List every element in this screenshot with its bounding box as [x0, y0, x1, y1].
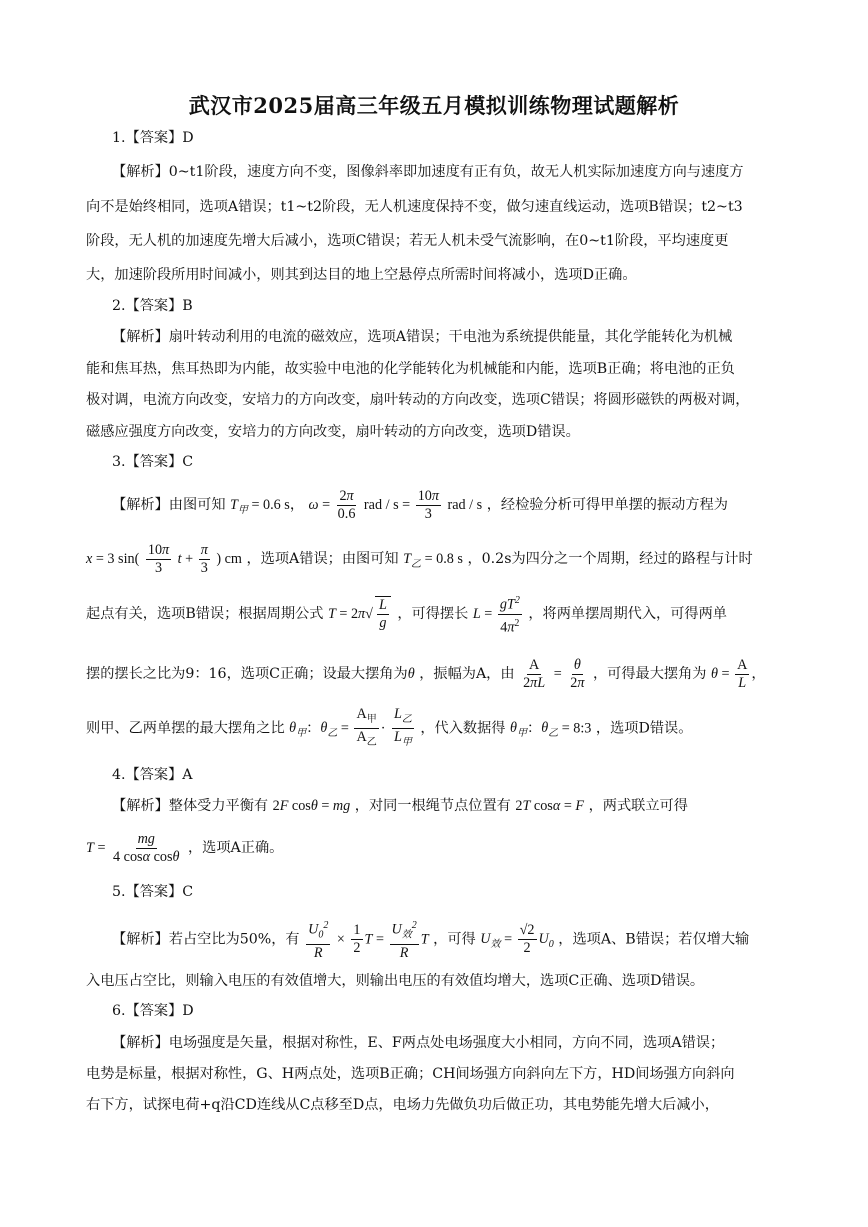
q3-line-5-text-c: ，选项D错误。: [595, 720, 693, 737]
q2-line-3: 极对调，电流方向改变，安培力的方向改变，扇叶转动的方向改变，选项C错误；将圆形磁铁的两极对调，: [86, 392, 750, 408]
q4-line-2: T = $\frac{mg}{\text{4 cosα cosθ}}$ ，选项A正确。: [86, 830, 284, 865]
q4-line-1: 【解析】整体受力平衡有 2F cosθ = mg ，对同一根绳节点位置有 2T cosα = F ，两式联立可得: [112, 798, 688, 814]
q1-line-1: 【解析】0~t1阶段，速度方向不变，图像斜率即加速度有正有负，故无人机实际加速度方向与速度方: [112, 164, 744, 180]
q4-line-1-text-b: ，对同一根绳节点位置有: [354, 798, 511, 814]
formula-omega-frac-2: $\frac{10\pi}{3}$: [417, 487, 439, 522]
q6-line-1: 【解析】电场强度是矢量，根据对称性，E、F两点处电场强度大小相同，方向不同，选项A错误；: [112, 1035, 725, 1051]
q2-line-1: 【解析】扇叶转动利用的电流的磁效应，选项A错误；干电池为系统提供能量，其化学能转化为机械: [112, 329, 733, 345]
q2-answer: 2.【答案】B: [112, 298, 193, 314]
q3-line-1-text-b: ，经检验分析可得甲单摆的振动方程为: [486, 497, 728, 513]
q3-line-2: x = 3 sin( $\frac{10\pi}{3}$ t + $\frac{\pi}{3}$ ) cm ，选项A错误；由图可知 $T_乙 = 0.8$ s ，0.2s为四分之一个周期，经过的路程与计时: [86, 541, 753, 576]
q1-line-2: 向不是始终相同，选项A错误；t1~t2阶段，无人机速度保持不变，做匀速直线运动，选项B错误；t2~t3: [86, 199, 743, 215]
q5-line-1-text-a: 【解析】若占空比为50%，有: [112, 931, 300, 948]
q3-line-3: 起点有关，选项B错误；根据周期公式 T = 2π√ $\frac{L}{g}$ ，可得摆长 L = $\frac{gT^2}{4\pi^2}$ ，将两单摆周期代入，可得两单: [86, 592, 727, 636]
formula-angle-ratio: $\frac{A}{2\pi L}$: [523, 656, 546, 691]
q3-line-3-text-a: 起点有关，选项B错误；根据周期公式: [86, 606, 324, 623]
q3-line-2-text-b: ，选项A错误；由图可知: [246, 551, 399, 567]
q3-line-1-text-a: 【解析】由图可知: [112, 497, 226, 513]
page-title: 武汉市2025届高三年级五月模拟训练物理试题解析: [188, 93, 680, 118]
q1-line-4: 大，加速阶段所用时间减小，则其到达目的地上空悬停点所需时间将减小，选项D正确。: [86, 267, 637, 283]
q5-answer: 5.【答案】C: [112, 884, 194, 900]
formula-period-yi: $T_乙$: [403, 551, 422, 570]
formula-length: L: [472, 606, 481, 623]
q5-line-2: 入电压占空比，则输入电压的有效值增大，则输出电压的有效值均增大，选项C正确、选项D错误。: [86, 973, 705, 989]
q3-line-4-text-a: 摆的摆长之比为9：16，选项C正确；设最大摆角为: [86, 666, 408, 682]
formula-vibration-equation: x: [86, 551, 93, 567]
q3-line-1: 【解析】由图可知 $T_甲 = 0.6$ s， ω = $\frac{2\pi}{0.6}$ rad / s = $\frac{10\pi}{3}$ rad / s ，经检验分析可得甲单摆的振动方程为: [112, 487, 728, 522]
q5-line-1-text-b: ，可得: [433, 931, 476, 948]
formula-effective-voltage: $\frac{U_0^2}{R}$: [306, 917, 330, 962]
formula-tension: T: [86, 840, 94, 856]
q3-line-4-text-b: ，振幅为A，由: [419, 666, 515, 682]
q4-line-2-text-b: ，选项A正确。: [187, 840, 284, 856]
q3-line-3-text-c: ，将两单摆周期代入，可得两单: [528, 606, 727, 623]
q1-line-3: 阶段，无人机的加速度先增大后减小，选项C错误；若无人机未受气流影响，在0~t1阶段，平均速度更: [86, 233, 729, 249]
q3-line-4: 摆的摆长之比为9：16，选项C正确；设最大摆角为θ ，振幅为A，由 $\frac{A}{2\pi L}$ = $\frac{\theta}{2\pi}$ ，可得最大摆角为 θ = $\frac{A}{L}$ ，: [86, 656, 766, 691]
q3-line-2-text-c: ，0.2s为四分之一个周期，经过的路程与计时: [467, 551, 753, 567]
formula-period-jia: $T_甲$: [230, 497, 248, 516]
q6-answer: 6.【答案】D: [112, 1003, 194, 1019]
q3-line-5: 则甲、乙两单摆的最大摆角之比 $\theta_甲$：$\theta_乙$ = $\frac{A_甲}{A_乙}$ · $\frac{L_乙}{L_甲}$ ，代入数据得 $\theta_甲$：$\theta_乙$ = 8:3 ，选项D错误。: [86, 706, 693, 748]
q3-line-5-text-a: 则甲、乙两单摆的最大摆角之比: [86, 720, 285, 737]
q3-line-5-text-b: ，代入数据得: [420, 720, 506, 737]
formula-omega-frac-1: $\frac{2\pi}{0.6}$: [337, 487, 356, 522]
q4-line-1-text-a: 【解析】整体受力平衡有: [112, 798, 269, 814]
q3-answer: 3.【答案】C: [112, 454, 194, 470]
q4-line-1-text-c: ，两式联立可得: [588, 798, 688, 814]
q5-line-1: 【解析】若占空比为50%，有 $\frac{U_0^2}{R}$ × $\frac{1}{2}$ T = $\frac{U_效^2}{R}$ T ，可得 $U_效$ = $\frac{√2}{2}$ $U_0$ ，选项A、B错误；若仅增大输: [112, 917, 749, 967]
formula-pendulum-period: T: [327, 606, 336, 623]
q2-line-2: 能和焦耳热，焦耳热即为内能，故实验中电池的化学能转化为机械能和内能，选项B正确；将电池的正负: [86, 361, 735, 377]
q6-line-2: 电势是标量，根据对称性，G、H两点处，选项B正确；CH间场强方向斜向左下方，HD间场强方向斜向: [86, 1066, 735, 1082]
q5-line-1-text-c: ，选项A、B错误；若仅增大输: [558, 931, 750, 948]
q6-line-3: 右下方，试探电荷+q沿CD连线从C点移至D点，电场力先做负功后做正功，其电势能先增大后减小，: [86, 1097, 719, 1113]
q1-answer: 1.【答案】D: [112, 130, 194, 146]
q3-line-3-text-b: ，可得摆长: [397, 606, 469, 623]
q3-line-4-text-c: ，可得最大摆角为: [592, 666, 707, 682]
formula-max-angle-ratio: $\theta_甲$: [289, 720, 307, 740]
q2-line-4: 磁感应强度方向改变，安培力的方向改变，扇叶转动的方向改变，选项D错误。: [86, 424, 580, 440]
q4-answer: 4.【答案】A: [112, 767, 193, 783]
